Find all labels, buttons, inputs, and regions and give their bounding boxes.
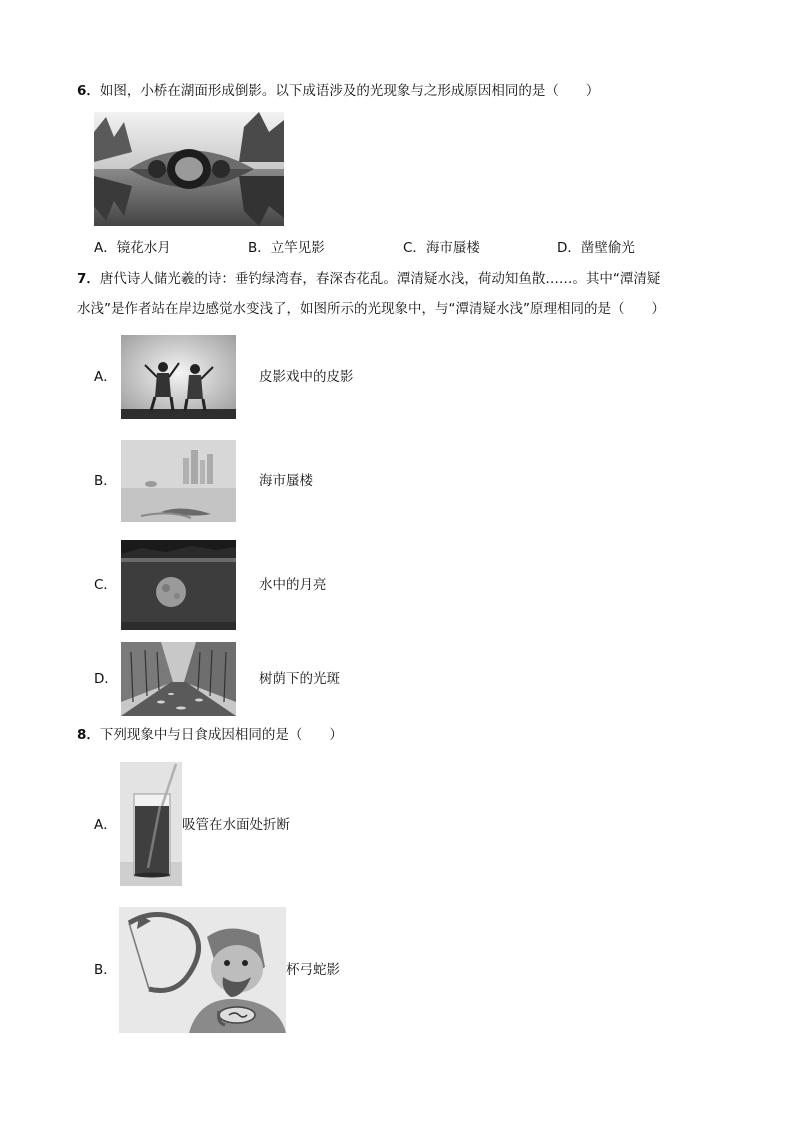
question-6-stem (77, 81, 599, 101)
question-text: 下列现象中与日食成因相同的是（ ） (99, 727, 343, 743)
question-6-option-d[interactable]: D．凿壁偷光 (557, 240, 635, 256)
question-6-option-c[interactable]: C．海市蜃楼 (403, 240, 480, 256)
question-number-dot: ． (86, 727, 100, 743)
question-number: 6 (77, 83, 87, 99)
question-text: 如图，小桥在湖面形成倒影。以下成语涉及的光现象与之形成原因相同的是（ ） (99, 83, 600, 99)
moon-reflection-photo (121, 540, 236, 630)
question-7-option-b-text: 海市蜃楼 (259, 473, 313, 489)
question-7-option-b-letter[interactable]: B． (94, 473, 117, 489)
straw-in-glass-photo (120, 762, 182, 886)
question-text-line1: 唐代诗人储光羲的诗：垂钓绿湾春，春深杏花乱。潭清疑水浅，荷动知鱼散……。其中“潭清疑 (99, 271, 661, 287)
question-8-option-b-text: 杯弓蛇影 (286, 962, 340, 978)
question-8-option-a-text: 吸管在水面处折断 (182, 817, 290, 833)
tree-shade-light-spots-photo (121, 642, 236, 716)
question-7-option-d-text: 树荫下的光斑 (259, 671, 340, 687)
question-8-option-a-letter[interactable]: A． (94, 817, 117, 833)
question-number-dot: ． (86, 83, 100, 99)
question-7-option-a-text: 皮影戏中的皮影 (259, 369, 354, 385)
question-6-option-a[interactable]: A．镜花水月 (94, 240, 171, 256)
question-number: 7 (77, 271, 87, 287)
question-7-stem (77, 269, 660, 289)
bow-reflection-cartoon (119, 907, 286, 1033)
question-7-stem-line2 (77, 299, 665, 319)
question-8-stem (77, 725, 343, 745)
question-8-option-b-letter[interactable]: B． (94, 962, 117, 978)
question-7-option-c-letter[interactable]: C． (94, 577, 117, 593)
question-6-option-b[interactable]: B．立竿见影 (248, 240, 325, 256)
bridge-reflection-photo (94, 112, 284, 226)
question-text-line2: 水浅”是作者站在岸边感觉水变浅了，如图所示的光现象中，与“潭清疑水浅”原理相同的是（ ） (77, 301, 665, 317)
question-number-dot: ． (86, 271, 100, 287)
question-7-option-d-letter[interactable]: D． (94, 671, 118, 687)
shadow-puppet-photo (121, 335, 236, 419)
question-number: 8 (77, 727, 87, 743)
question-7-option-c-text: 水中的月亮 (259, 577, 327, 593)
mirage-photo (121, 440, 236, 522)
question-7-option-a-letter[interactable]: A． (94, 369, 117, 385)
